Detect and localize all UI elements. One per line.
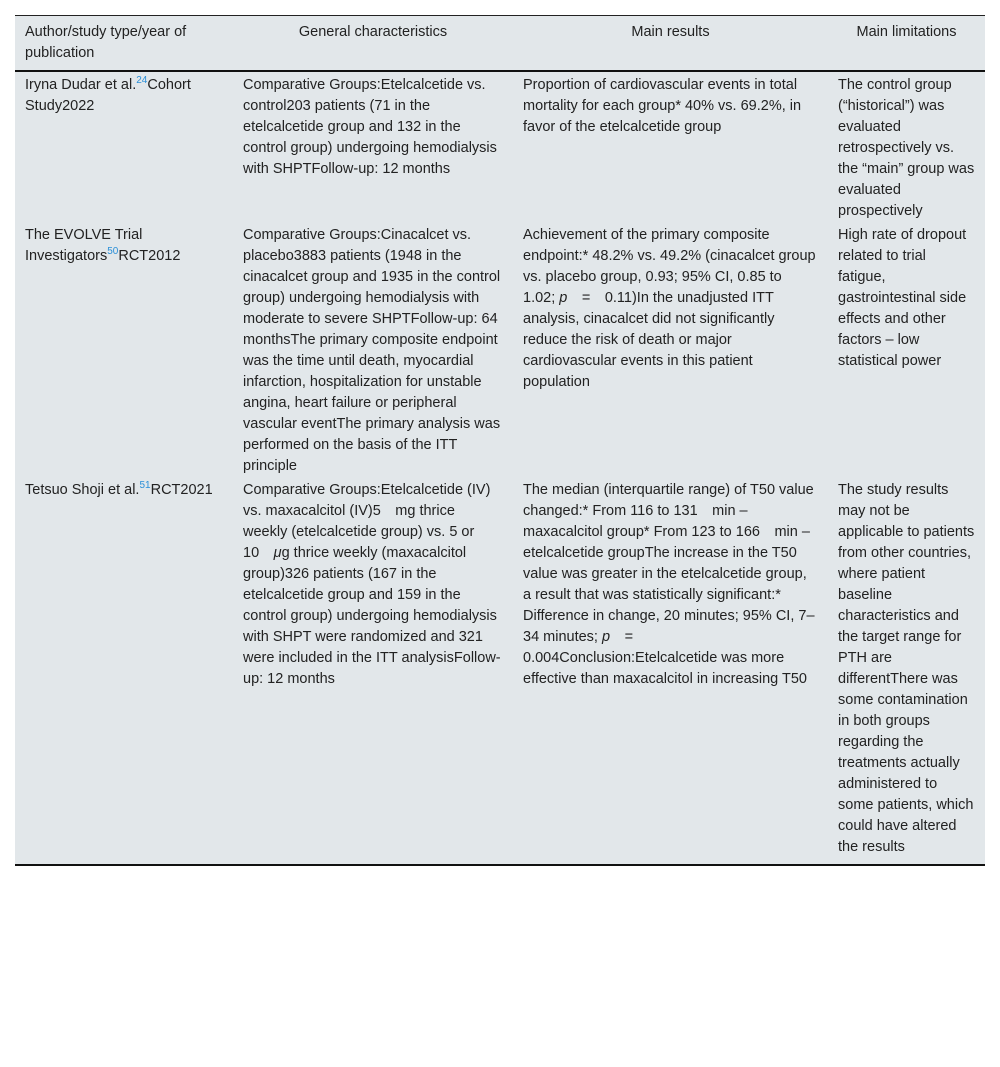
- study-type-year: RCT2012: [118, 248, 181, 264]
- reference-link[interactable]: 24: [136, 75, 148, 87]
- table-row: [15, 477, 985, 865]
- study-type-year: RCT2021: [150, 482, 213, 498]
- results-text: The median (interquartile range) of T50 value changed:* From 116 to 131 min – maxacalcitol group* From 123 to 166 min – etelcalcetide groupThe increase in the T50 value was greater in the etelcalcetide group, a result that was statistically significant:* Difference in change, 20 minutes; 95% CI, 7–34 minutes;: [523, 482, 815, 645]
- general-text: Comparative Groups:Cinacalcet vs. placebo3883 patients (1948 in the cinacalcet group and 1935 in the control group) undergoing hemodialysis with moderate to severe SHPTFollow-up: 64 monthsThe primary composite endpoint was the time until death, myocardial infarction, hospitalization for unstable angina, heart failure or peripheral vascular eventThe primary analysis was performed on the basis of the ITT principle: [243, 227, 501, 474]
- cell-general-characteristics: [233, 477, 513, 865]
- general-text-continued: g thrice weekly (maxacalcitol group)326 patients (167 in the etelcalcetide group and 159 in the control group) undergoing hemodialysis with SHPT were randomized and 321 were included in the ITT analysisFollow-up: 12 months: [243, 545, 501, 687]
- cell-main-limitations: [828, 71, 985, 222]
- header-general-characteristics: General characteristics: [298, 24, 448, 40]
- p-value-symbol: p: [602, 629, 611, 645]
- header-main-results: Main results: [631, 24, 710, 40]
- results-text-continued: = 0.11)In the unadjusted ITT analysis, cinacalcet did not significantly reduce the risk of death or major cardiovascular events in this patient population: [523, 290, 775, 390]
- limitations-text: High rate of dropout related to trial fatigue, gastrointestinal side effects and other factors – low statistical power: [838, 227, 967, 369]
- results-text-continued: = 0.004Conclusion:Etelcalcetide was more effective than maxacalcitol in increasing T50: [523, 629, 807, 687]
- reference-link[interactable]: 51: [139, 480, 151, 492]
- study-type-year: Cohort Study2022: [25, 77, 191, 114]
- cell-author-study: [15, 222, 233, 477]
- general-text: Comparative Groups:Etelcalcetide (IV) vs. maxacalcitol (IV)5 mg thrice weekly (etelcalcetide group) vs. 5 or 10: [243, 482, 491, 561]
- p-value-symbol: p: [559, 290, 568, 306]
- header-author-study: Author/study type/year of publication: [25, 24, 187, 61]
- header-row: [15, 16, 985, 72]
- cell-main-results: [513, 477, 828, 865]
- header-main-limitations: Main limitations: [856, 24, 957, 40]
- author-name: The EVOLVE Trial Investigators: [25, 227, 143, 264]
- results-text: Proportion of cardiovascular events in total mortality for each group* 40% vs. 69.2%, in favor of the etelcalcetide group: [523, 77, 802, 135]
- cell-general-characteristics: [233, 71, 513, 222]
- cell-main-results: [513, 222, 828, 477]
- table-row: [15, 222, 985, 477]
- table-row: [15, 71, 985, 222]
- results-text: Achievement of the primary composite endpoint:* 48.2% vs. 49.2% (cinacalcet group vs. placebo group, 0.93; 95% CI, 0.85 to 1.02;: [523, 227, 816, 306]
- general-text: Comparative Groups:Etelcalcetide vs. control203 patients (71 in the etelcalcetide group and 132 in the control group) undergoing hemodialysis with SHPTFollow-up: 12 months: [243, 77, 497, 177]
- cell-main-results: [513, 71, 828, 222]
- cell-general-characteristics: [233, 222, 513, 477]
- studies-comparison-table: [15, 15, 985, 866]
- table-body: [15, 71, 985, 865]
- cell-author-study: [15, 477, 233, 865]
- author-name: Tetsuo Shoji et al.: [25, 482, 140, 498]
- author-name: Iryna Dudar et al.: [25, 77, 137, 93]
- comparison-table-container: [15, 15, 985, 866]
- limitations-text: The study results may not be applicable to patients from other countries, where patient baseline characteristics and the target range for PTH are differentThere was some contamination in both groups regarding the treatments actually administered to some patients, which could have altered the results: [838, 482, 975, 855]
- limitations-text: The control group (“historical”) was evaluated retrospectively vs. the “main” group was evaluated prospectively: [838, 77, 975, 219]
- cell-main-limitations: [828, 222, 985, 477]
- micro-symbol: μ: [273, 545, 282, 561]
- cell-author-study: [15, 71, 233, 222]
- cell-main-limitations: [828, 477, 985, 865]
- reference-link[interactable]: 50: [107, 246, 119, 258]
- table-header: [15, 16, 985, 72]
